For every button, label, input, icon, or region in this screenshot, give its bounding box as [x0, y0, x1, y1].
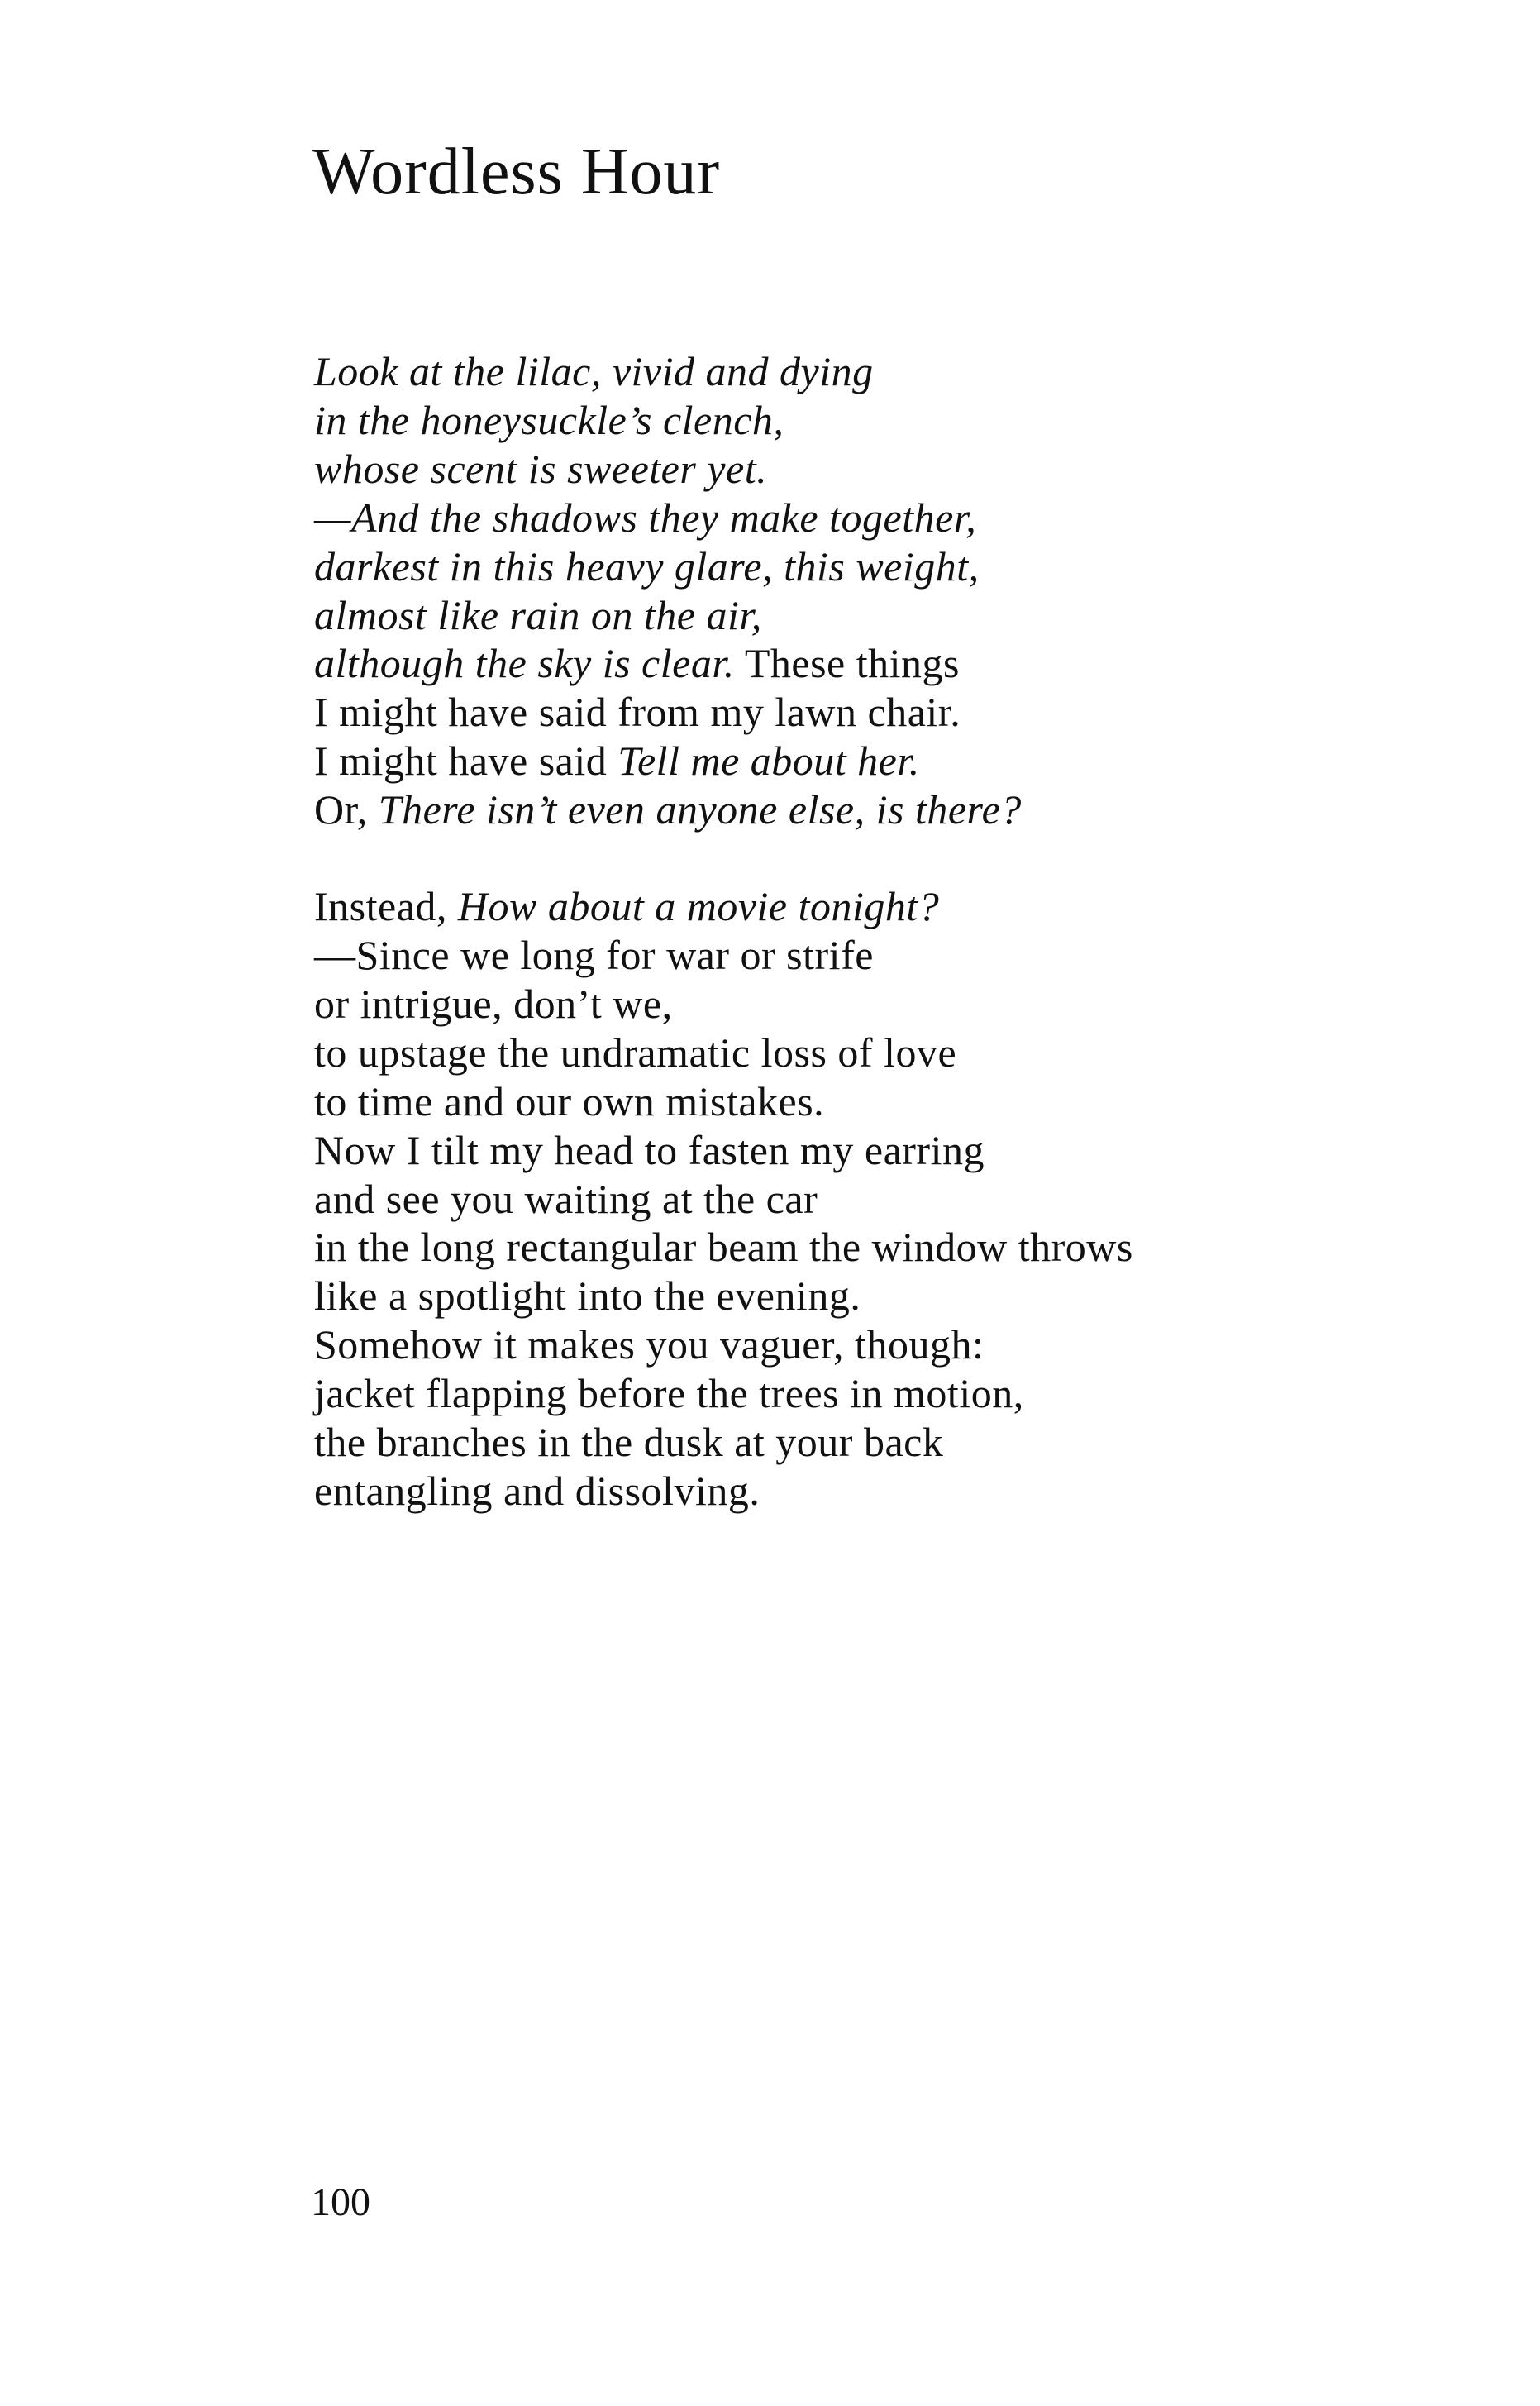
poem-line — [314, 785, 1521, 834]
italic-text: although the sky is clear. — [314, 640, 735, 687]
poem-line — [314, 494, 1521, 542]
poem-line — [314, 1175, 1521, 1224]
poem-line — [314, 1029, 1521, 1077]
italic-text: in the honeysuckle’s clench, — [314, 396, 784, 443]
poem-line — [314, 737, 1521, 785]
roman-text: jacket flapping before the trees in motion, — [314, 1370, 1024, 1417]
roman-text: Somehow it makes you vaguer, though: — [314, 1321, 985, 1368]
italic-text: —And the shadows they make together, — [314, 494, 977, 541]
roman-text: to upstage the undramatic loss of love — [314, 1029, 957, 1076]
poem-line — [314, 1320, 1521, 1369]
poem-line — [314, 1467, 1521, 1516]
poem-line — [314, 1418, 1521, 1467]
poem-line — [314, 1272, 1521, 1320]
roman-text: —Since we long for war or strife — [314, 931, 874, 978]
roman-text: Instead, — [314, 883, 458, 930]
roman-text: like a spotlight into the evening. — [314, 1272, 861, 1320]
poem-line — [314, 396, 1521, 445]
poem-line — [314, 1077, 1521, 1126]
poem-line — [314, 688, 1521, 737]
roman-text: to time and our own mistakes. — [314, 1077, 825, 1124]
poem-line — [314, 882, 1521, 931]
italic-text: almost like rain on the air, — [314, 591, 762, 638]
stanza-1 — [314, 347, 1521, 834]
italic-text: whose scent is sweeter yet. — [314, 445, 768, 492]
page-number: 100 — [311, 2180, 370, 2224]
poem-title: Wordless Hour — [312, 136, 721, 208]
roman-text: or intrigue, don’t we, — [314, 980, 673, 1027]
roman-text: Now I tilt my head to fasten my earring — [314, 1126, 985, 1173]
poem-body — [314, 347, 1521, 1516]
roman-text: and see you waiting at the car — [314, 1175, 818, 1222]
poem-line — [314, 591, 1521, 640]
italic-text: Look at the lilac, vivid and dying — [314, 348, 874, 394]
roman-text: Or, — [314, 786, 379, 833]
roman-text: These things — [734, 640, 960, 687]
poem-line — [314, 347, 1521, 396]
poem-line — [314, 1369, 1521, 1418]
stanza-2 — [314, 882, 1521, 1516]
poem-line — [314, 1223, 1521, 1272]
poem-line — [314, 542, 1521, 591]
poem-line — [314, 1126, 1521, 1175]
poem-line — [314, 931, 1521, 980]
italic-text: darkest in this heavy glare, this weight, — [314, 542, 980, 590]
poem-line — [314, 445, 1521, 494]
roman-text: I might have said from my lawn chair. — [314, 689, 961, 736]
roman-text: in the long rectangular beam the window throws — [314, 1224, 1133, 1271]
roman-text: the branches in the dusk at your back — [314, 1419, 944, 1466]
italic-text: How about a movie tonight? — [457, 883, 940, 930]
poem-line — [314, 639, 1521, 688]
italic-text: Tell me about her. — [617, 738, 920, 785]
italic-text: There isn’t even anyone else, is there? — [378, 786, 1022, 833]
poem-line — [314, 980, 1521, 1029]
roman-text: entangling and dissolving. — [314, 1467, 760, 1514]
roman-text: I might have said — [314, 738, 618, 785]
